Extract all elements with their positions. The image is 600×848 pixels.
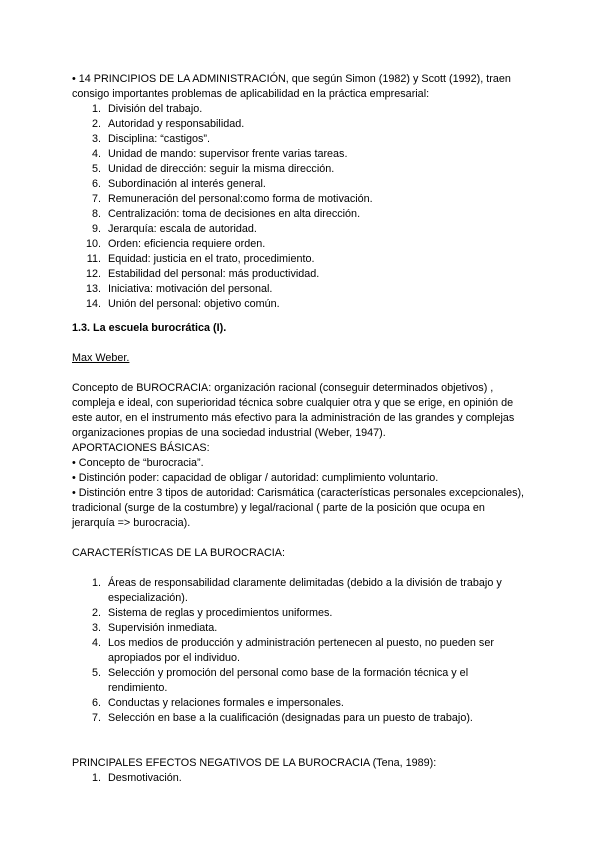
list-item [72, 606, 528, 621]
item-text: Equidad: justicia en el trato, procedimiento. [108, 253, 315, 265]
item-number: 2. [91, 118, 101, 130]
item-number: 13. [85, 283, 101, 295]
item-number: 2. [91, 607, 101, 619]
item-number: 1. [91, 772, 101, 784]
list-item [72, 117, 528, 132]
item-text: Remuneración del personal:como forma de motivación. [108, 193, 373, 205]
list-item [72, 192, 528, 207]
list-item [72, 207, 528, 222]
list-item [72, 576, 528, 606]
list-item [72, 147, 528, 162]
bureaucracy-concept: Concepto de BUROCRACIA: organización racional (conseguir determinados objetivos) , compleja e ideal, con superioridad técnica sobre cualquier otra y que se erige, en opinión de este autor, en el instrumento más efectivo para la administración de las grandes y complejas organizaciones propias de una sociedad industrial (Weber, 1947). [72, 382, 515, 439]
list-item [72, 267, 528, 282]
contribution-item: • Distinción poder: capacidad de obligar / autoridad: cumplimiento voluntario. [72, 472, 439, 484]
item-text: Desmotivación. [108, 772, 182, 784]
item-text: Los medios de producción y administración pertenecen al puesto, no pueden ser apropiados por el individuo. [108, 637, 494, 664]
list-item [72, 297, 528, 312]
item-text: Supervisión inmediata. [108, 622, 218, 634]
item-number: 14. [85, 298, 101, 310]
item-number: 1. [91, 577, 101, 589]
item-number: 6. [91, 178, 101, 190]
list-item [72, 177, 528, 192]
list-item [72, 711, 528, 726]
item-text: Centralización: toma de decisiones en alta dirección. [108, 208, 361, 220]
characteristics-list [72, 576, 528, 726]
list-item [72, 222, 528, 237]
contribution-item: • Distinción entre 3 tipos de autoridad: Carismática (características personales excepcionales), tradicional (surge de la costumbre) y legal/racional ( parte de la posición que ocupa en jerarquía => burocracia). [72, 487, 525, 529]
principles-intro: • 14 PRINCIPIOS DE LA ADMINISTRACIÓN, que según Simon (1982) y Scott (1992), traen consigo importantes problemas de aplicabilidad en la práctica empresarial: [72, 73, 511, 100]
list-item [72, 237, 528, 252]
principles-list [72, 102, 528, 312]
item-number: 9. [91, 223, 101, 235]
item-text: Conductas y relaciones formales e impersonales. [108, 697, 344, 709]
document-page [72, 72, 528, 786]
item-number: 10. [85, 238, 101, 250]
item-text: División del trabajo. [108, 103, 203, 115]
item-number: 4. [91, 148, 101, 160]
list-item [72, 132, 528, 147]
list-item [72, 102, 528, 117]
list-item [72, 252, 528, 267]
item-text: Disciplina: “castigos”. [108, 133, 211, 145]
item-number: 5. [91, 667, 101, 679]
list-item [72, 771, 528, 786]
item-text: Jerarquía: escala de autoridad. [108, 223, 257, 235]
item-text: Estabilidad del personal: más productividad. [108, 268, 320, 280]
negative-effects-title: PRINCIPALES EFECTOS NEGATIVOS DE LA BUROCRACIA (Tena, 1989): [72, 757, 437, 769]
list-item [72, 621, 528, 636]
item-text: Autoridad y responsabilidad. [108, 118, 245, 130]
item-number: 7. [91, 193, 101, 205]
contribution-item: • Concepto de “burocracia”. [72, 457, 204, 469]
item-number: 8. [91, 208, 101, 220]
item-text: Áreas de responsabilidad claramente delimitadas (debido a la división de trabajo y especialización). [108, 577, 502, 604]
list-item [72, 636, 528, 666]
list-item [72, 666, 528, 696]
item-number: 11. [86, 253, 101, 265]
list-item [72, 696, 528, 711]
item-text: Subordinación al interés general. [108, 178, 266, 190]
item-text: Orden: eficiencia requiere orden. [108, 238, 266, 250]
section-heading: 1.3. La escuela burocrática (I). [72, 322, 227, 334]
negative-effects-list [72, 771, 528, 786]
item-number: 6. [91, 697, 101, 709]
item-number: 5. [91, 163, 101, 175]
item-text: Selección en base a la cualificación (designadas para un puesto de trabajo). [108, 712, 473, 724]
item-number: 3. [91, 133, 101, 145]
item-text: Sistema de reglas y procedimientos uniformes. [108, 607, 333, 619]
list-item [72, 282, 528, 297]
author-name: Max Weber. [72, 352, 130, 364]
item-number: 3. [91, 622, 101, 634]
item-number: 4. [91, 637, 101, 649]
characteristics-title: CARACTERÍSTICAS DE LA BUROCRACIA: [72, 547, 285, 559]
item-number: 1. [91, 103, 101, 115]
list-item [72, 162, 528, 177]
item-number: 7. [91, 712, 101, 724]
item-text: Unidad de mando: supervisor frente varias tareas. [108, 148, 348, 160]
item-number: 12. [85, 268, 101, 280]
item-text: Iniciativa: motivación del personal. [108, 283, 273, 295]
contributions-title: APORTACIONES BÁSICAS: [72, 442, 210, 454]
item-text: Unión del personal: objetivo común. [108, 298, 280, 310]
item-text: Unidad de dirección: seguir la misma dirección. [108, 163, 335, 175]
item-text: Selección y promoción del personal como base de la formación técnica y el rendimiento. [108, 667, 469, 694]
